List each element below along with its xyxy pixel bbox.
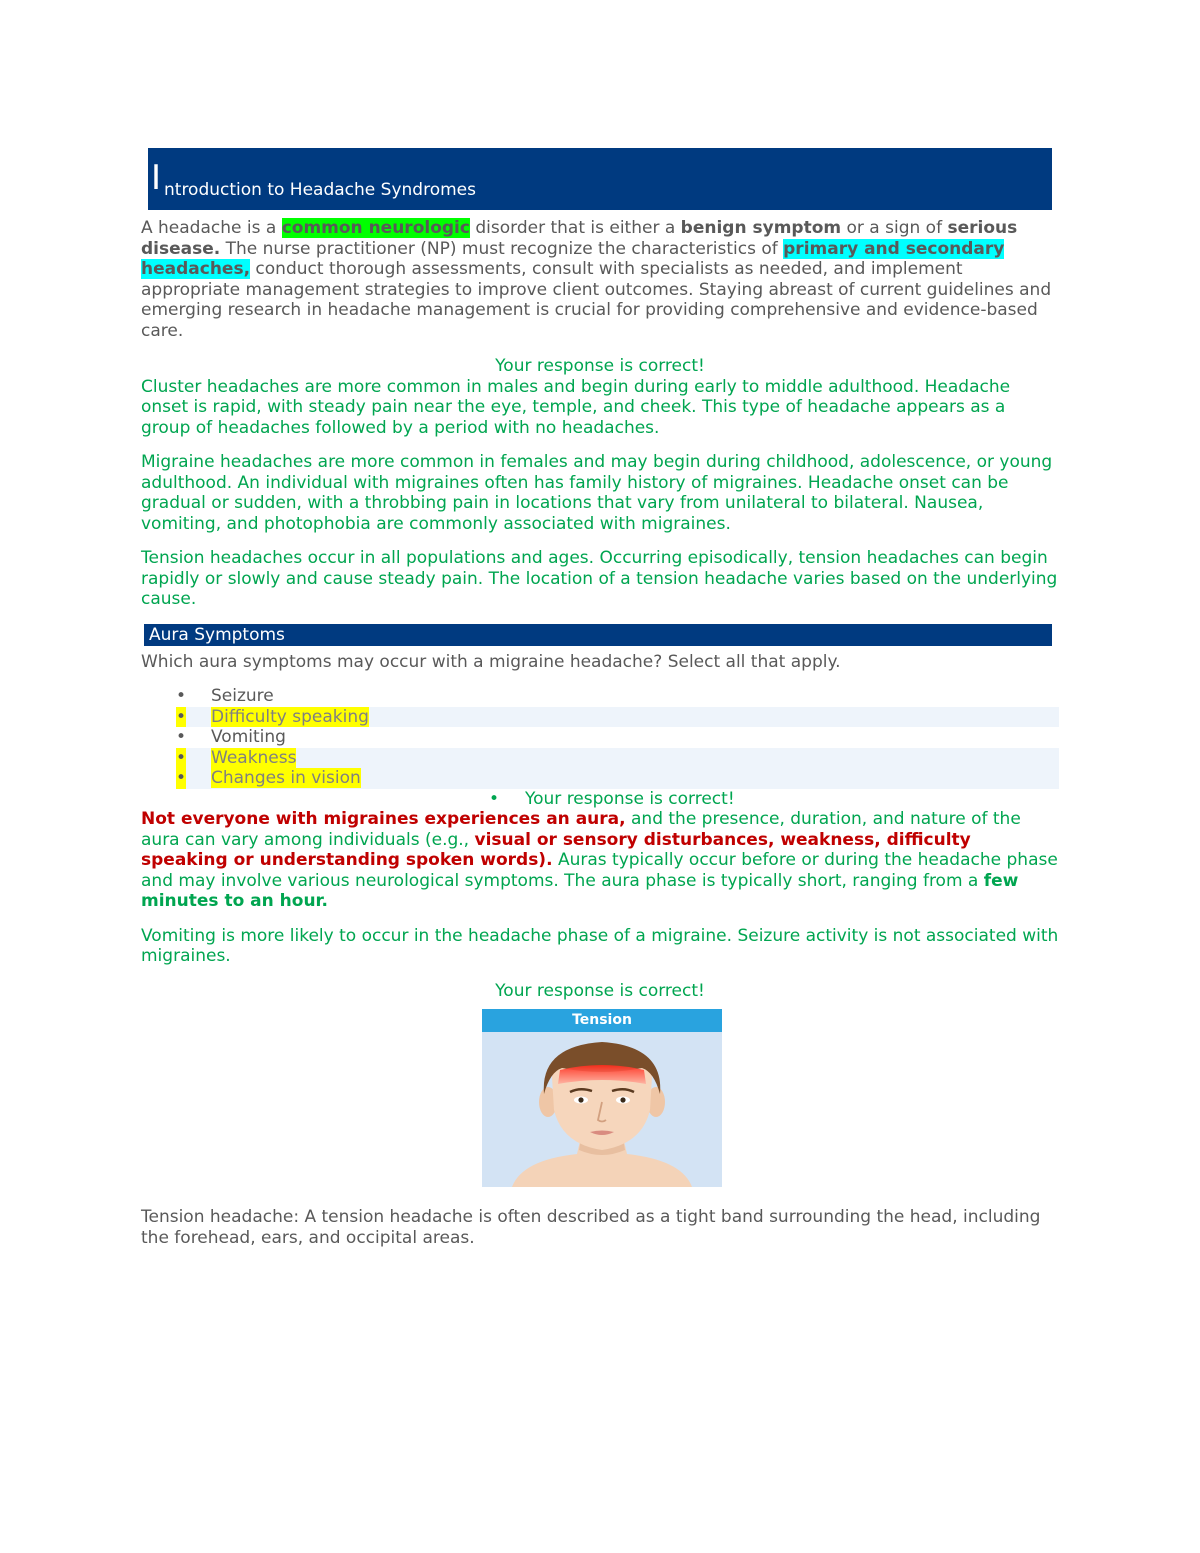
migraine-paragraph: Migraine headaches are more common in females and may begin during childhood, adolescence, or young adulthood. An individual with migraines often has family history of migraines. Headache onset can be gradual or sudden, with a throbbing pain in locations that vary from unilateral to bilateral. Nausea, vomiting, and photophobia are commonly associated with migraines. [141, 452, 1053, 534]
option-seizure[interactable] [141, 686, 1059, 707]
cluster-paragraph: Cluster headaches are more common in males and begin during early to middle adulthood. Headache onset is rapid, with steady pain near the eye, temple, and cheek. This type of headache appears as a group of headaches followed by a period with no headaches. [141, 376, 1011, 438]
aura-options-list [141, 686, 1059, 789]
aura-correct-feedback [141, 789, 1059, 810]
aura-rationale [141, 809, 1059, 912]
rationale-text: and the presence, duration, and nature of the aura can vary among individuals (e.g., [141, 809, 1021, 850]
image-label: Tension [482, 1009, 722, 1032]
rationale-bold-green: few minutes to an hour. [141, 870, 1019, 911]
page-title: ntroduction to Headache Syndromes [164, 180, 476, 200]
option-label: Seizure [211, 686, 274, 706]
option-label: Vomiting [211, 727, 286, 747]
rationale-bold-red: Not everyone with migraines experiences an aura, [141, 809, 626, 829]
tension-correct-label: Your response is correct! [495, 980, 705, 1001]
intro-text: or a sign of [841, 218, 948, 238]
aura-question: Which aura symptoms may occur with a migraine headache? Select all that apply. [141, 651, 841, 672]
tension-paragraph: Tension headaches occur in all populations and ages. Occurring episodically, tension headaches can begin rapidly or slowly and cause steady pain. The location of a tension headache varies based on the underlying cause. [141, 548, 1058, 609]
bold-serious-disease: serious disease. [141, 218, 1018, 259]
highlight-common-neurologic: common neurologic [281, 218, 470, 238]
highlight-primary-secondary: primary and secondary headaches, [141, 238, 1005, 279]
head-illustration-icon [482, 1032, 722, 1187]
option-label: Changes in vision [211, 768, 361, 788]
bold-benign-symptom: benign symptom [680, 218, 842, 238]
option-label: Weakness [211, 747, 297, 768]
bullet-icon: • [176, 686, 187, 706]
response-correct-label: Your response is correct! [495, 356, 705, 376]
intro-paragraph [141, 218, 1059, 341]
intro-text: The nurse practitioner (NP) must recognize the characteristics of [220, 238, 784, 259]
intro-text: A headache is a [141, 218, 282, 238]
bullet-icon: • [176, 706, 187, 727]
bullet-icon: • [176, 747, 187, 768]
intro-text: disorder that is either a [469, 218, 681, 238]
document-page [141, 148, 1059, 1248]
option-difficulty-speaking[interactable] [176, 707, 1059, 728]
tension-headache-illustration [482, 1009, 722, 1187]
option-changes-in-vision[interactable] [176, 768, 1059, 789]
section-aura-symptoms: Aura Symptoms [144, 624, 1052, 646]
option-vomiting[interactable] [141, 727, 1059, 748]
option-weakness[interactable] [176, 748, 1059, 769]
rationale-bold-red: visual or sensory disturbances, weakness, difficulty speaking or understanding spoken words). [141, 829, 971, 870]
option-label: Difficulty speaking [211, 706, 369, 727]
title-banner [148, 148, 1052, 210]
bullet-icon: • [176, 727, 187, 747]
bullet-icon: • [489, 788, 500, 809]
aura-correct-label: Your response is correct! [525, 788, 735, 809]
tension-caption: Tension headache: A tension headache is often described as a tight band surrounding the head, including the forehead, ears, and occipital areas. [141, 1207, 1041, 1248]
title-dropcap: I [151, 158, 162, 198]
bullet-icon: • [176, 768, 187, 788]
vomiting-paragraph: Vomiting is more likely to occur in the headache phase of a migraine. Seizure activity is not associated with migraines. [141, 925, 1059, 966]
rationale-text: Auras typically occur before or during the headache phase and may involve various neurological symptoms. The aura phase is typically short, ranging from a [141, 850, 1058, 891]
intro-text: conduct thorough assessments, consult with specialists as needed, and implement appropriate management strategies to improve client outcomes. Staying abreast of current guidelines and emerging research in headache management is crucial for providing comprehensive and evidence-based care. [141, 259, 1052, 341]
